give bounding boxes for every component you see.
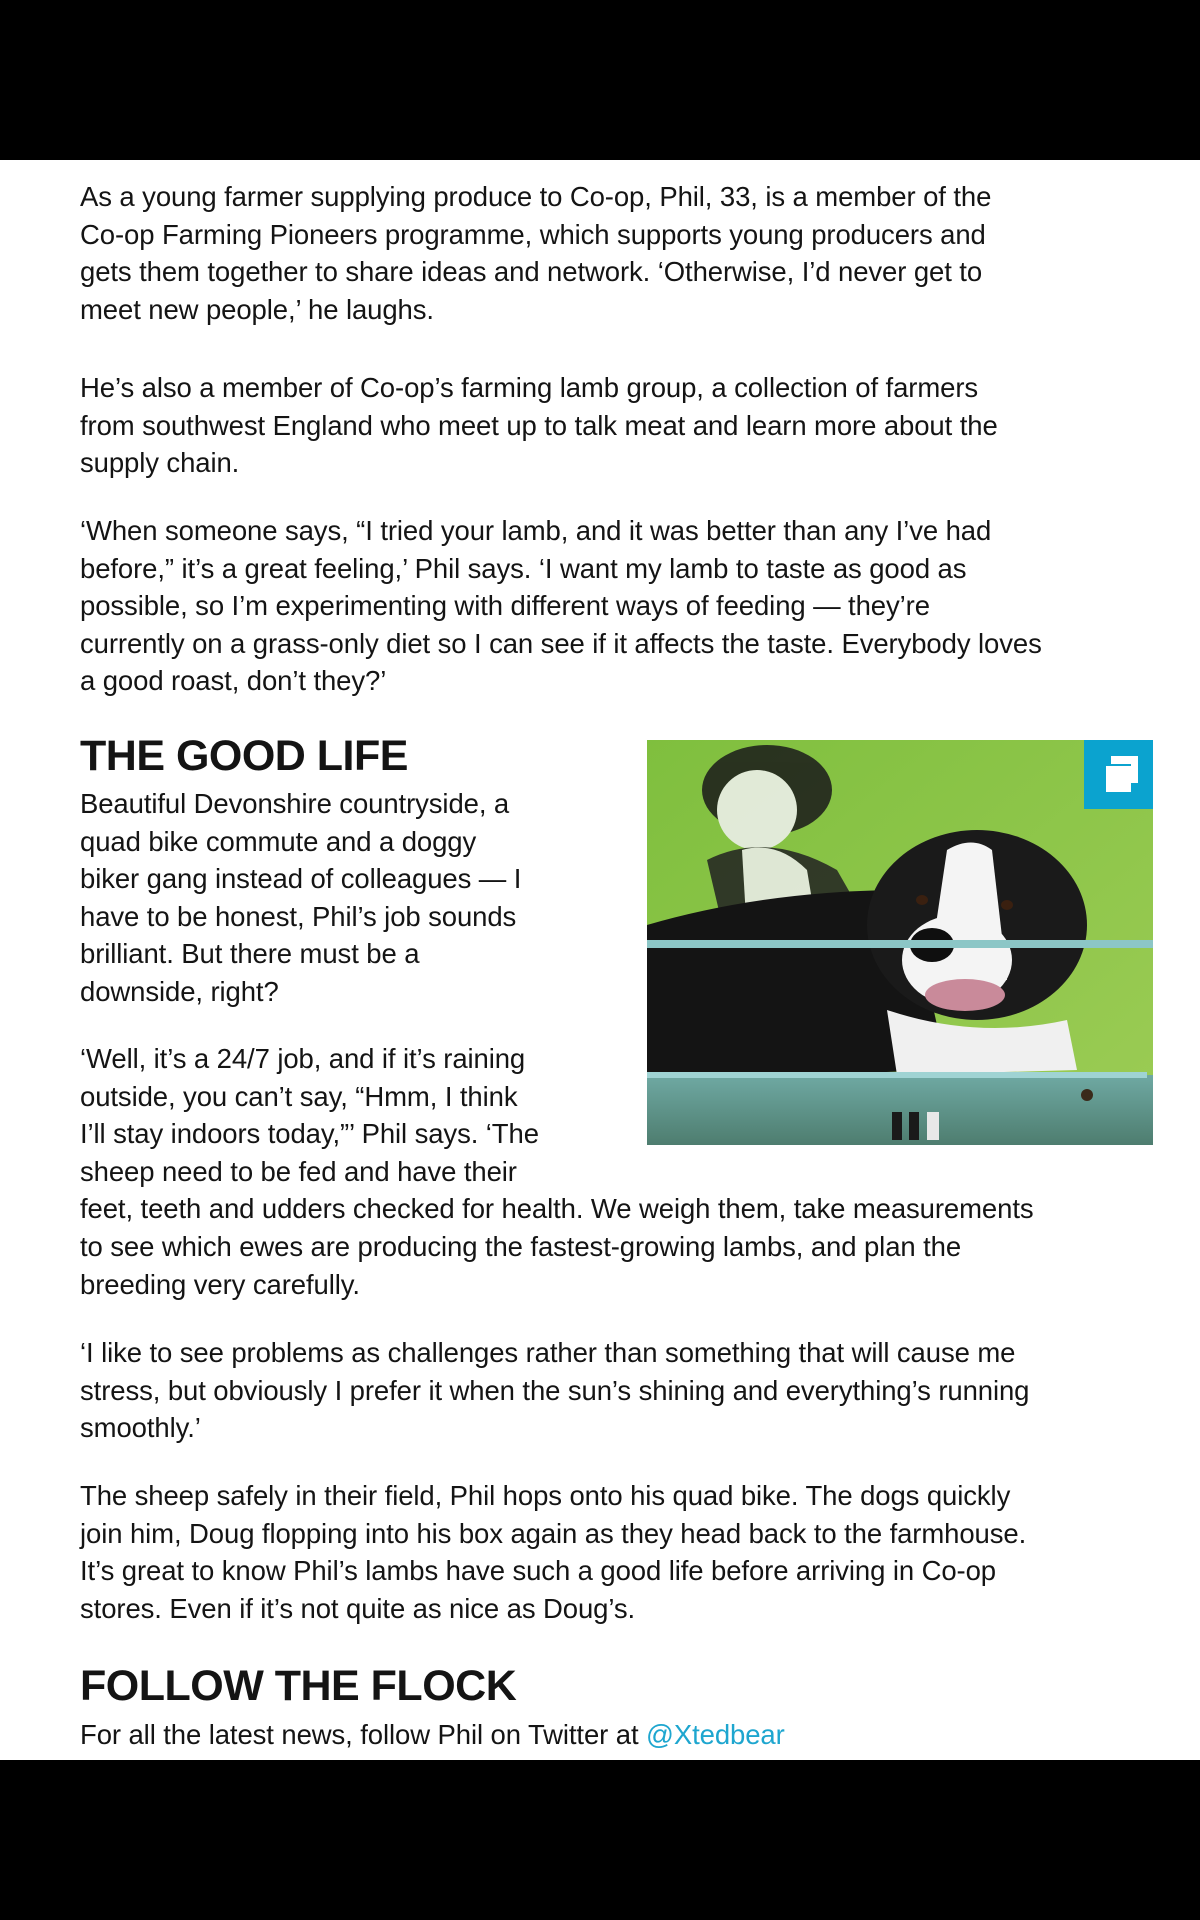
paragraph-challenges	[80, 1334, 1160, 1447]
paragraph-quad-bike	[80, 1477, 1160, 1627]
text-line: smoothly.’	[80, 1412, 201, 1444]
text-line: join him, Doug flopping into his box again as they head back to the farmhouse.	[80, 1517, 1027, 1549]
text-line: downside, right?	[80, 975, 279, 1007]
text-line: stress, but obviously I prefer it when the sun’s shining and everything’s running	[80, 1374, 1030, 1406]
gallery-expand-icon	[1084, 740, 1153, 809]
text-line: breeding very carefully.	[80, 1268, 360, 1300]
gallery-expand-button[interactable]	[1084, 740, 1153, 809]
section-heading-good-life: THE GOOD LIFE	[80, 732, 408, 780]
paragraph-lamb-group	[80, 369, 1160, 482]
paragraph-quote	[80, 512, 1160, 700]
text-line: The sheep safely in their field, Phil hops onto his quad bike. The dogs quickly	[80, 1480, 1011, 1511]
text-line: As a young farmer supplying produce to Co-op, Phil, 33, is a member of the	[80, 181, 992, 212]
text-line: I’ll stay indoors today,”’ Phil says. ‘The	[80, 1118, 539, 1150]
section-heading-follow-the-flock: FOLLOW THE FLOCK	[80, 1662, 517, 1710]
text-line: ‘When someone says, “I tried your lamb, and it was better than any I’ve had	[80, 515, 992, 546]
text-line: supply chain.	[80, 447, 240, 479]
paragraph-24-7-job	[80, 1040, 1160, 1303]
text-line: before,” it’s a great feeling,’ Phil says. ‘I want my lamb to taste as good as	[80, 552, 967, 584]
text-line: Co-op Farming Pioneers programme, which supports young producers and	[80, 218, 986, 250]
article-page	[0, 160, 1200, 1760]
bottom-black-bar	[0, 1760, 1200, 1920]
text-line: sheep need to be fed and have their	[80, 1155, 517, 1187]
text-line: Beautiful Devonshire countryside, a	[80, 788, 510, 819]
text-line: ‘Well, it’s a 24/7 job, and if it’s raining	[80, 1043, 526, 1074]
text-line: quad bike commute and a doggy	[80, 825, 477, 857]
text-line: outside, you can’t say, “Hmm, I think	[80, 1080, 518, 1112]
text-line: It’s great to know Phil’s lambs have such a good life before arriving in Co-op	[80, 1555, 996, 1587]
text-line: meet new people,’ he laughs.	[80, 293, 434, 325]
text-line: gets them together to share ideas and network. ‘Otherwise, I’d never get to	[80, 256, 983, 288]
top-black-bar	[0, 0, 1200, 160]
text-line: feet, teeth and udders checked for health. We weigh them, take measurements	[80, 1193, 1034, 1225]
paragraph-good-life-intro	[80, 785, 620, 1011]
twitter-handle-link[interactable]: @Xtedbear	[646, 1719, 785, 1750]
text-line: currently on a grass-only diet so I can see if it affects the taste. Everybody loves	[80, 627, 1042, 659]
follow-text: For all the latest news, follow Phil on Twitter at	[80, 1719, 647, 1750]
text-line: stores. Even if it’s not quite as nice as Doug’s.	[80, 1592, 636, 1624]
text-line: from southwest England who meet up to talk meat and learn more about the	[80, 409, 998, 441]
text-line: have to be honest, Phil’s job sounds	[80, 900, 517, 932]
text-line: possible, so I’m experimenting with different ways of feeding — they’re	[80, 590, 930, 622]
text-line: ‘I like to see problems as challenges rather than something that will cause me	[80, 1337, 1016, 1368]
text-line: He’s also a member of Co-op’s farming lamb group, a collection of farmers	[80, 372, 979, 403]
paragraph-follow	[80, 1716, 1160, 1754]
text-line: a good roast, don’t they?’	[80, 665, 387, 697]
paragraph-intro	[80, 178, 1160, 328]
text-line: brilliant. But there must be a	[80, 938, 420, 970]
text-line: to see which ewes are producing the fastest-growing lambs, and plan the	[80, 1230, 962, 1262]
text-line: biker gang instead of colleagues — I	[80, 863, 522, 895]
